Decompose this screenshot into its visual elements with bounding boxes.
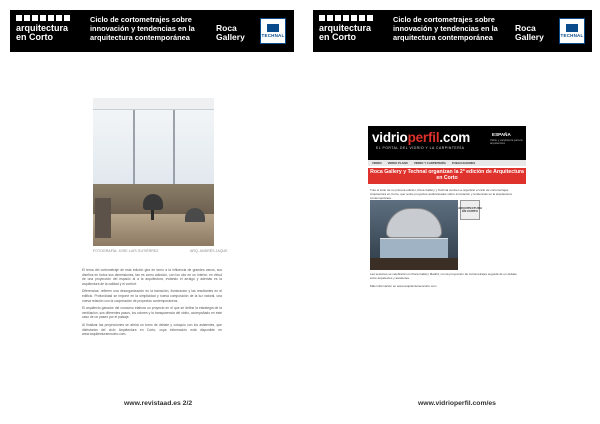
article-body: Más información en www.arquitecturaencorto.com	[370, 284, 437, 288]
article-title: Roca Gallery y Technal organizan la 2ª edición de Arquitectura en Corto	[368, 168, 526, 184]
interior-photo	[93, 98, 214, 246]
event-poster-image	[370, 200, 458, 270]
nav-item[interactable]: PUBLICACIONES	[451, 161, 476, 165]
photo-caption-left: FOTOGRAFÍA: JOSE LUIS GUTIÉRREZ	[93, 249, 159, 253]
logo-line-1: arquitectura	[319, 23, 372, 33]
photo-caption-right: ARQ. ANDRÉS JAQUE	[190, 249, 228, 253]
header-left	[10, 10, 294, 52]
article-body: Las sesiones se celebrarán en Roca Gallery Madrid, con la proyección de cortometrajes seguida de un debate entre arquitectos y asistentes.	[370, 272, 517, 281]
web-clipping	[368, 126, 526, 302]
technal-mark-icon	[566, 24, 578, 32]
technal-logo	[559, 18, 585, 44]
article-paragraph: El arquitecto ganador del concurso elabora un proyecto en el que se define la estrategia de la ventilación, sus diferentes pasos, los colores y la transparencia del vidrio, acompañado en este caso de un paseo por el paisaje.	[82, 306, 222, 320]
poster-inset	[458, 200, 483, 220]
arquitectura-en-corto-logo	[319, 15, 387, 42]
article-lead: Tras el éxito de su primera edición, Roca Gallery y Technal vuelven a organizar el ciclo de cortometrajes Arquitectura en Corto, que reúne proyectos audiovisuales sobre innovación y tendencias en la arquitectura contemporánea.	[370, 188, 512, 201]
roca-gallery-logo	[515, 24, 544, 42]
nav-item[interactable]: VIDRIO Y CARPINTERÍA	[413, 161, 446, 165]
logo-line-2: en Corto	[319, 32, 356, 42]
logo-line-1: arquitectura	[16, 23, 69, 33]
partner-line-2: Gallery	[216, 32, 245, 42]
film-strip-icon	[319, 15, 387, 21]
logo-accent: perfil	[407, 130, 440, 145]
logo-main: vidrio	[372, 130, 408, 145]
logo-suffix: .com	[439, 130, 471, 145]
technal-logo	[260, 18, 286, 44]
partner-line-2: Gallery	[515, 32, 544, 42]
country-label: ESPAÑA	[492, 132, 511, 137]
nav-item[interactable]: VIDRIO PLANO	[387, 161, 408, 165]
footer-url-left[interactable]: www.revistaad.es 2/2	[124, 400, 193, 407]
technal-label: TECHNAL	[261, 33, 285, 38]
article-text	[82, 268, 222, 340]
partner-line-1: Roca	[515, 23, 536, 33]
roca-gallery-logo	[216, 24, 245, 42]
article-paragraph: El tema del cortometraje de esta edición gira en torno a la influencia de grandes vanos, sus diseños en todos sus dimensiones, tan es como adicción, con los olor en un interior, en virtud de una proyección del espacio al a la arquitectura, evitando el arraigo y además es la arquitectura de la calidad y el confort.	[82, 268, 222, 286]
technal-mark-icon	[267, 24, 279, 32]
vidrioperfil-logo[interactable]	[372, 131, 470, 145]
technal-label: TECHNAL	[560, 33, 584, 38]
header-subtitle: Ciclo de cortometrajes sobre innovación y tendencias en la arquitectura contemporánea	[90, 15, 195, 42]
vidrioperfil-tagline: EL PORTAL DEL VIDRIO Y LA CARPINTERÍA	[376, 146, 465, 150]
footer-url-right[interactable]: www.vidrioperfil.com/es	[418, 400, 496, 407]
film-strip-icon	[16, 15, 84, 21]
header-subtitle: Ciclo de cortometrajes sobre innovación y tendencias en la arquitectura contemporánea	[393, 15, 498, 42]
poster-inset-label: ARQUITECTURA EN CORTO	[458, 205, 483, 213]
arquitectura-en-corto-logo	[16, 15, 84, 42]
vidrioperfil-header	[368, 126, 526, 160]
country-sub: Vidrio y carpintería para la arquitectura	[490, 138, 523, 145]
header-right	[313, 10, 592, 52]
vidrioperfil-nav	[368, 160, 526, 166]
logo-line-2: en Corto	[16, 32, 53, 42]
nav-item[interactable]: VIDRIO	[372, 161, 382, 165]
article-paragraph: Al finalizar las proyecciones se abrirá un turno de debate y coloquio con los asistentes, que disfrutarán del ciclo Arquitectura en Corto, cuya información está disponible en www.arquitecturaencorto.com.	[82, 322, 222, 337]
article-paragraph: Diferencias: refieren una desorganización en la transición, iluminación y las resultantes en el edificio. Profundidad se impone en la simplicidad y nueva composición de la luz natural, una nueva relación con la cooperación de proyectos contemporáneos.	[82, 289, 222, 303]
partner-line-1: Roca	[216, 23, 237, 33]
